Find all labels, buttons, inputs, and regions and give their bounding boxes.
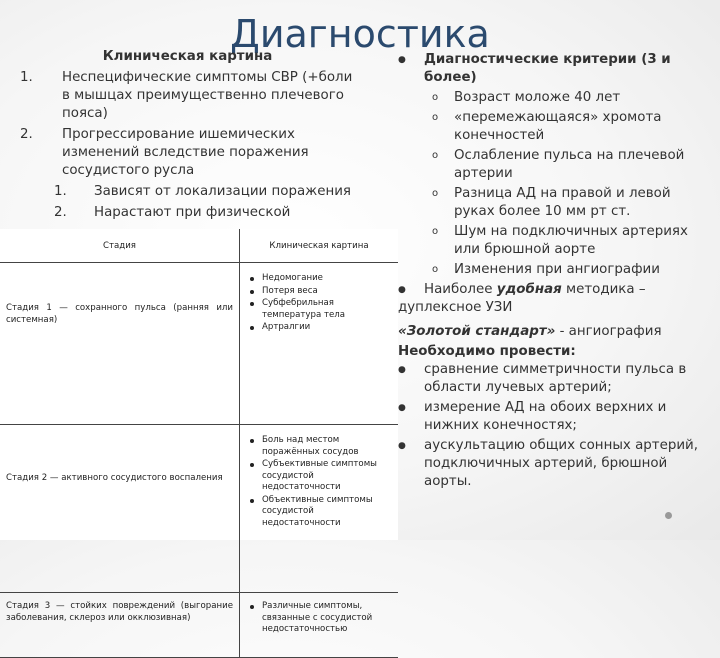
stages-table <box>0 229 398 634</box>
clinical-picture-block <box>20 48 355 225</box>
best-method-value: дуплексное УЗИ <box>398 300 513 315</box>
list-item: 1. Неспецифические симптомы СВР (+боли в мышцах преимущественно плечевого пояса) <box>20 70 353 121</box>
symptoms-cell <box>240 263 399 425</box>
circle-bullet-icon: o <box>432 150 439 161</box>
stage-cell: Стадия 1 — сохранного пульса (ранняя или системная) <box>0 263 240 425</box>
sublist-item: 1. Зависят от локализации поражения <box>54 184 351 199</box>
symptom-item: Объективные симптомы сосудистой недостаточности <box>248 495 392 530</box>
clinical-picture-heading: Клиническая картина <box>102 49 273 64</box>
circle-bullet-icon: o <box>432 264 439 275</box>
criteria-item: o Разница АД на правой и левой руках более 10 мм рт ст. <box>432 186 671 219</box>
best-method-line: ● Наиболее удобная методика – <box>398 282 646 297</box>
decorative-dot-icon <box>665 512 672 519</box>
stage-cell: Стадия 2 — активного сосудистого воспаления <box>0 425 240 593</box>
table-header-stage: Стадия <box>0 229 240 263</box>
bullet-icon: ● <box>398 365 406 375</box>
circle-bullet-icon: o <box>432 92 439 103</box>
circle-bullet-icon: o <box>432 112 439 123</box>
gold-standard-line: «Золотой стандарт» - ангиография <box>398 324 662 339</box>
circle-bullet-icon: o <box>432 188 439 199</box>
symptom-item: Субфебрильная температура тела <box>248 298 392 321</box>
bullet-icon: ● <box>398 403 406 413</box>
bullet-icon: ● <box>398 285 406 295</box>
symptoms-cell <box>240 593 399 658</box>
criteria-item: o Изменения при ангиографии <box>432 262 660 277</box>
criteria-item: o Возраст моложе 40 лет <box>432 90 621 105</box>
necessary-heading: Необходимо провести: <box>398 344 576 359</box>
symptom-item: Различные симптомы, связанные с сосудистой недостаточностью <box>248 601 392 636</box>
symptom-item: Артралгии <box>248 322 392 334</box>
symptom-item: Субъективные симптомы сосудистой недостаточности <box>248 459 392 494</box>
clinical-sublist <box>20 183 355 222</box>
sublist-item: 2. Нарастают при физической <box>54 205 291 220</box>
table-row <box>0 425 398 593</box>
table-row <box>0 593 398 658</box>
criteria-item: o Ослабление пульса на плечевой артерии <box>432 148 685 181</box>
criteria-item: o Шум на подключичных артериях или брюшной аорте <box>432 224 688 257</box>
symptom-item: Потеря веса <box>248 286 392 298</box>
check-item: ● аускультацию общих сонных артерий, подключичных артерий, брюшной аорты. <box>398 438 698 489</box>
symptoms-cell <box>240 425 399 593</box>
clinical-list <box>20 69 355 222</box>
check-item: ● измерение АД на обоих верхних и нижних конечностях; <box>398 400 667 433</box>
check-item: ● сравнение симметричности пульса в области лучевых артерий; <box>398 362 687 395</box>
criteria-heading: ● Диагностические критерии (3 и более) <box>398 52 671 85</box>
bullet-icon: ● <box>398 55 406 65</box>
symptom-item: Недомогание <box>248 273 392 285</box>
symptom-item: Боль над местом поражённых сосудов <box>248 435 392 458</box>
table-row <box>0 263 398 425</box>
circle-bullet-icon: o <box>432 226 439 237</box>
slide-title: Диагностика <box>230 12 490 56</box>
list-item: 2. Прогрессирование ишемических изменений вследствие поражения сосудистого русла <box>20 127 309 178</box>
criteria-item: o «перемежающаяся» хромота конечностей <box>432 110 662 143</box>
bullet-icon: ● <box>398 441 406 451</box>
stage-cell: Стадия 3 — стойких повреждений (выгорание заболевания, склероз или окклюзивная) <box>0 593 240 658</box>
table-header-clinical: Клиническая картина <box>240 229 399 263</box>
diagnostic-criteria-block <box>398 51 710 493</box>
